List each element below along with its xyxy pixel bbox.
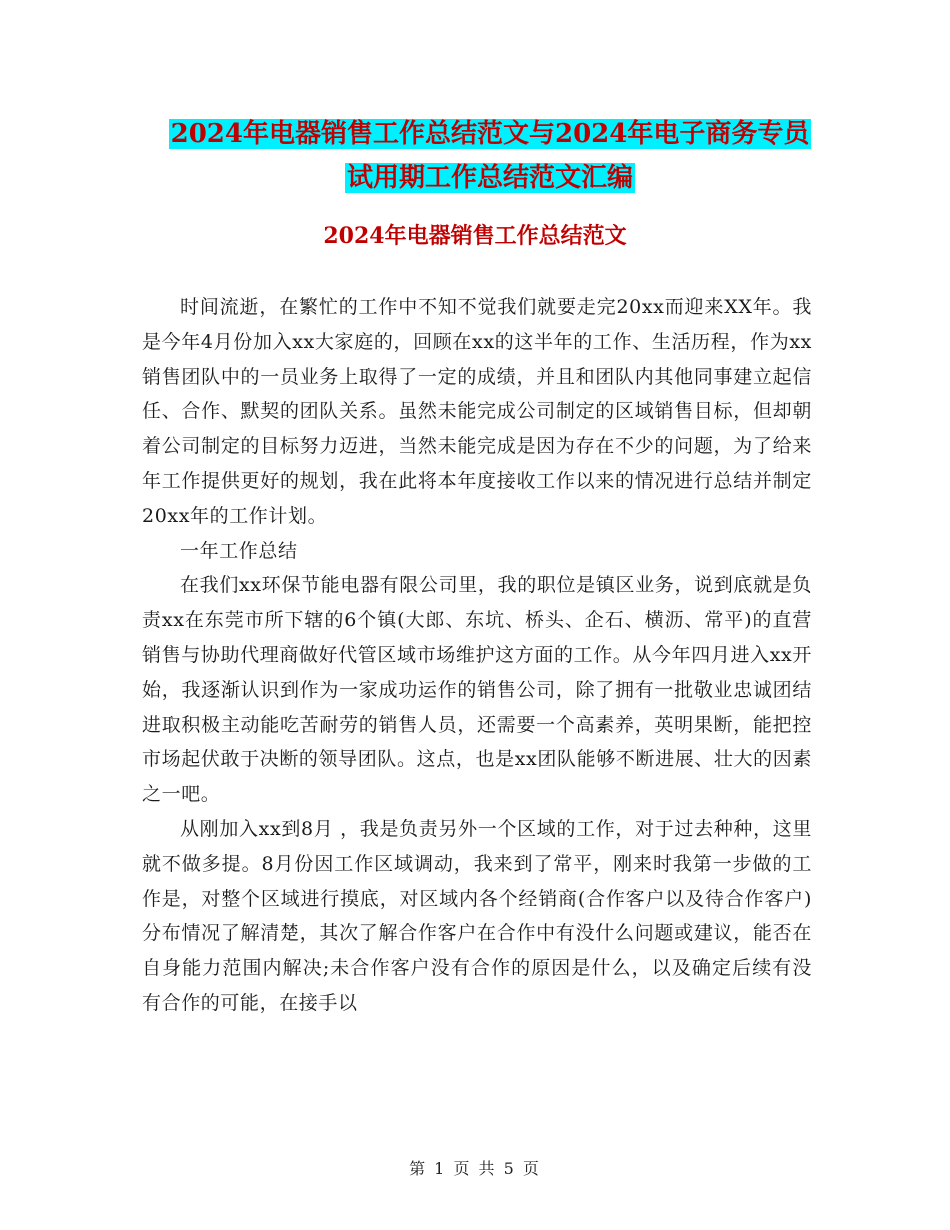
- paragraph-heading-summary: 一年工作总结: [180, 539, 298, 562]
- paragraph-transfer: 从刚加入xx到8月 ，我是负责另外一个区域的工作，对于过去种种，这里就不做多提。8月份因工作区域调动，我来到了常平，刚来时我第一步做的工作是，对整个区域进行摸底，对区域内各个经销商(合作客户以及待合作客户)分布情况了解清楚，其次了解合作客户在合作中有没什么问题或建议，能否在自身能力范围内解决;未合作客户没有合作的原因是什么，以及确定后续有没有合作的可能，在接手以: [142, 817, 812, 1014]
- page-footer: 第 1 页 共 5 页: [409, 1159, 541, 1178]
- paragraph-role: 在我们xx环保节能电器有限公司里，我的职位是镇区业务，说到底就是负责xx在东莞市所下辖的6个镇(大郎、东坑、桥头、企石、横沥、常平)的直营销售与协助代理商做好代管区域市场维护这方面的工作。从今年四月进入xx开始，我逐渐认识到作为一家成功运作的销售公司，除了拥有一批敬业忠诚团结进取积极主动能吃苦耐劳的销售人员，还需要一个高素养，英明果断，能把控市场起伏敢于决断的领导团队。这点，也是xx团队能够不断进展、壮大的因素之一吧。: [142, 574, 812, 806]
- document-title: [140, 112, 840, 200]
- document-body: [142, 290, 812, 1021]
- document-title-line-2: 试用期工作总结范文汇编: [346, 163, 633, 193]
- document-title-line-1: 2024年电器销售工作总结范文与2024年电子商务专员: [170, 119, 810, 149]
- paragraph-intro: 时间流逝，在繁忙的工作中不知不觉我们就要走完20xx而迎来XX年。我是今年4月份加入xx大家庭的，回顾在xx的这半年的工作、生活历程，作为xx销售团队中的一员业务上取得了一定的成绩，并且和团队内其他同事建立起信任、合作、默契的团队关系。虽然未能完成公司制定的区域销售目标，但却朝着公司制定的目标努力迈进，当然未能完成是因为存在不少的问题，为了给来年工作提供更好的规划，我在此将本年度接收工作以来的情况进行总结并制定20xx年的工作计划。: [142, 296, 812, 527]
- section-title: 2024年电器销售工作总结范文: [323, 223, 627, 249]
